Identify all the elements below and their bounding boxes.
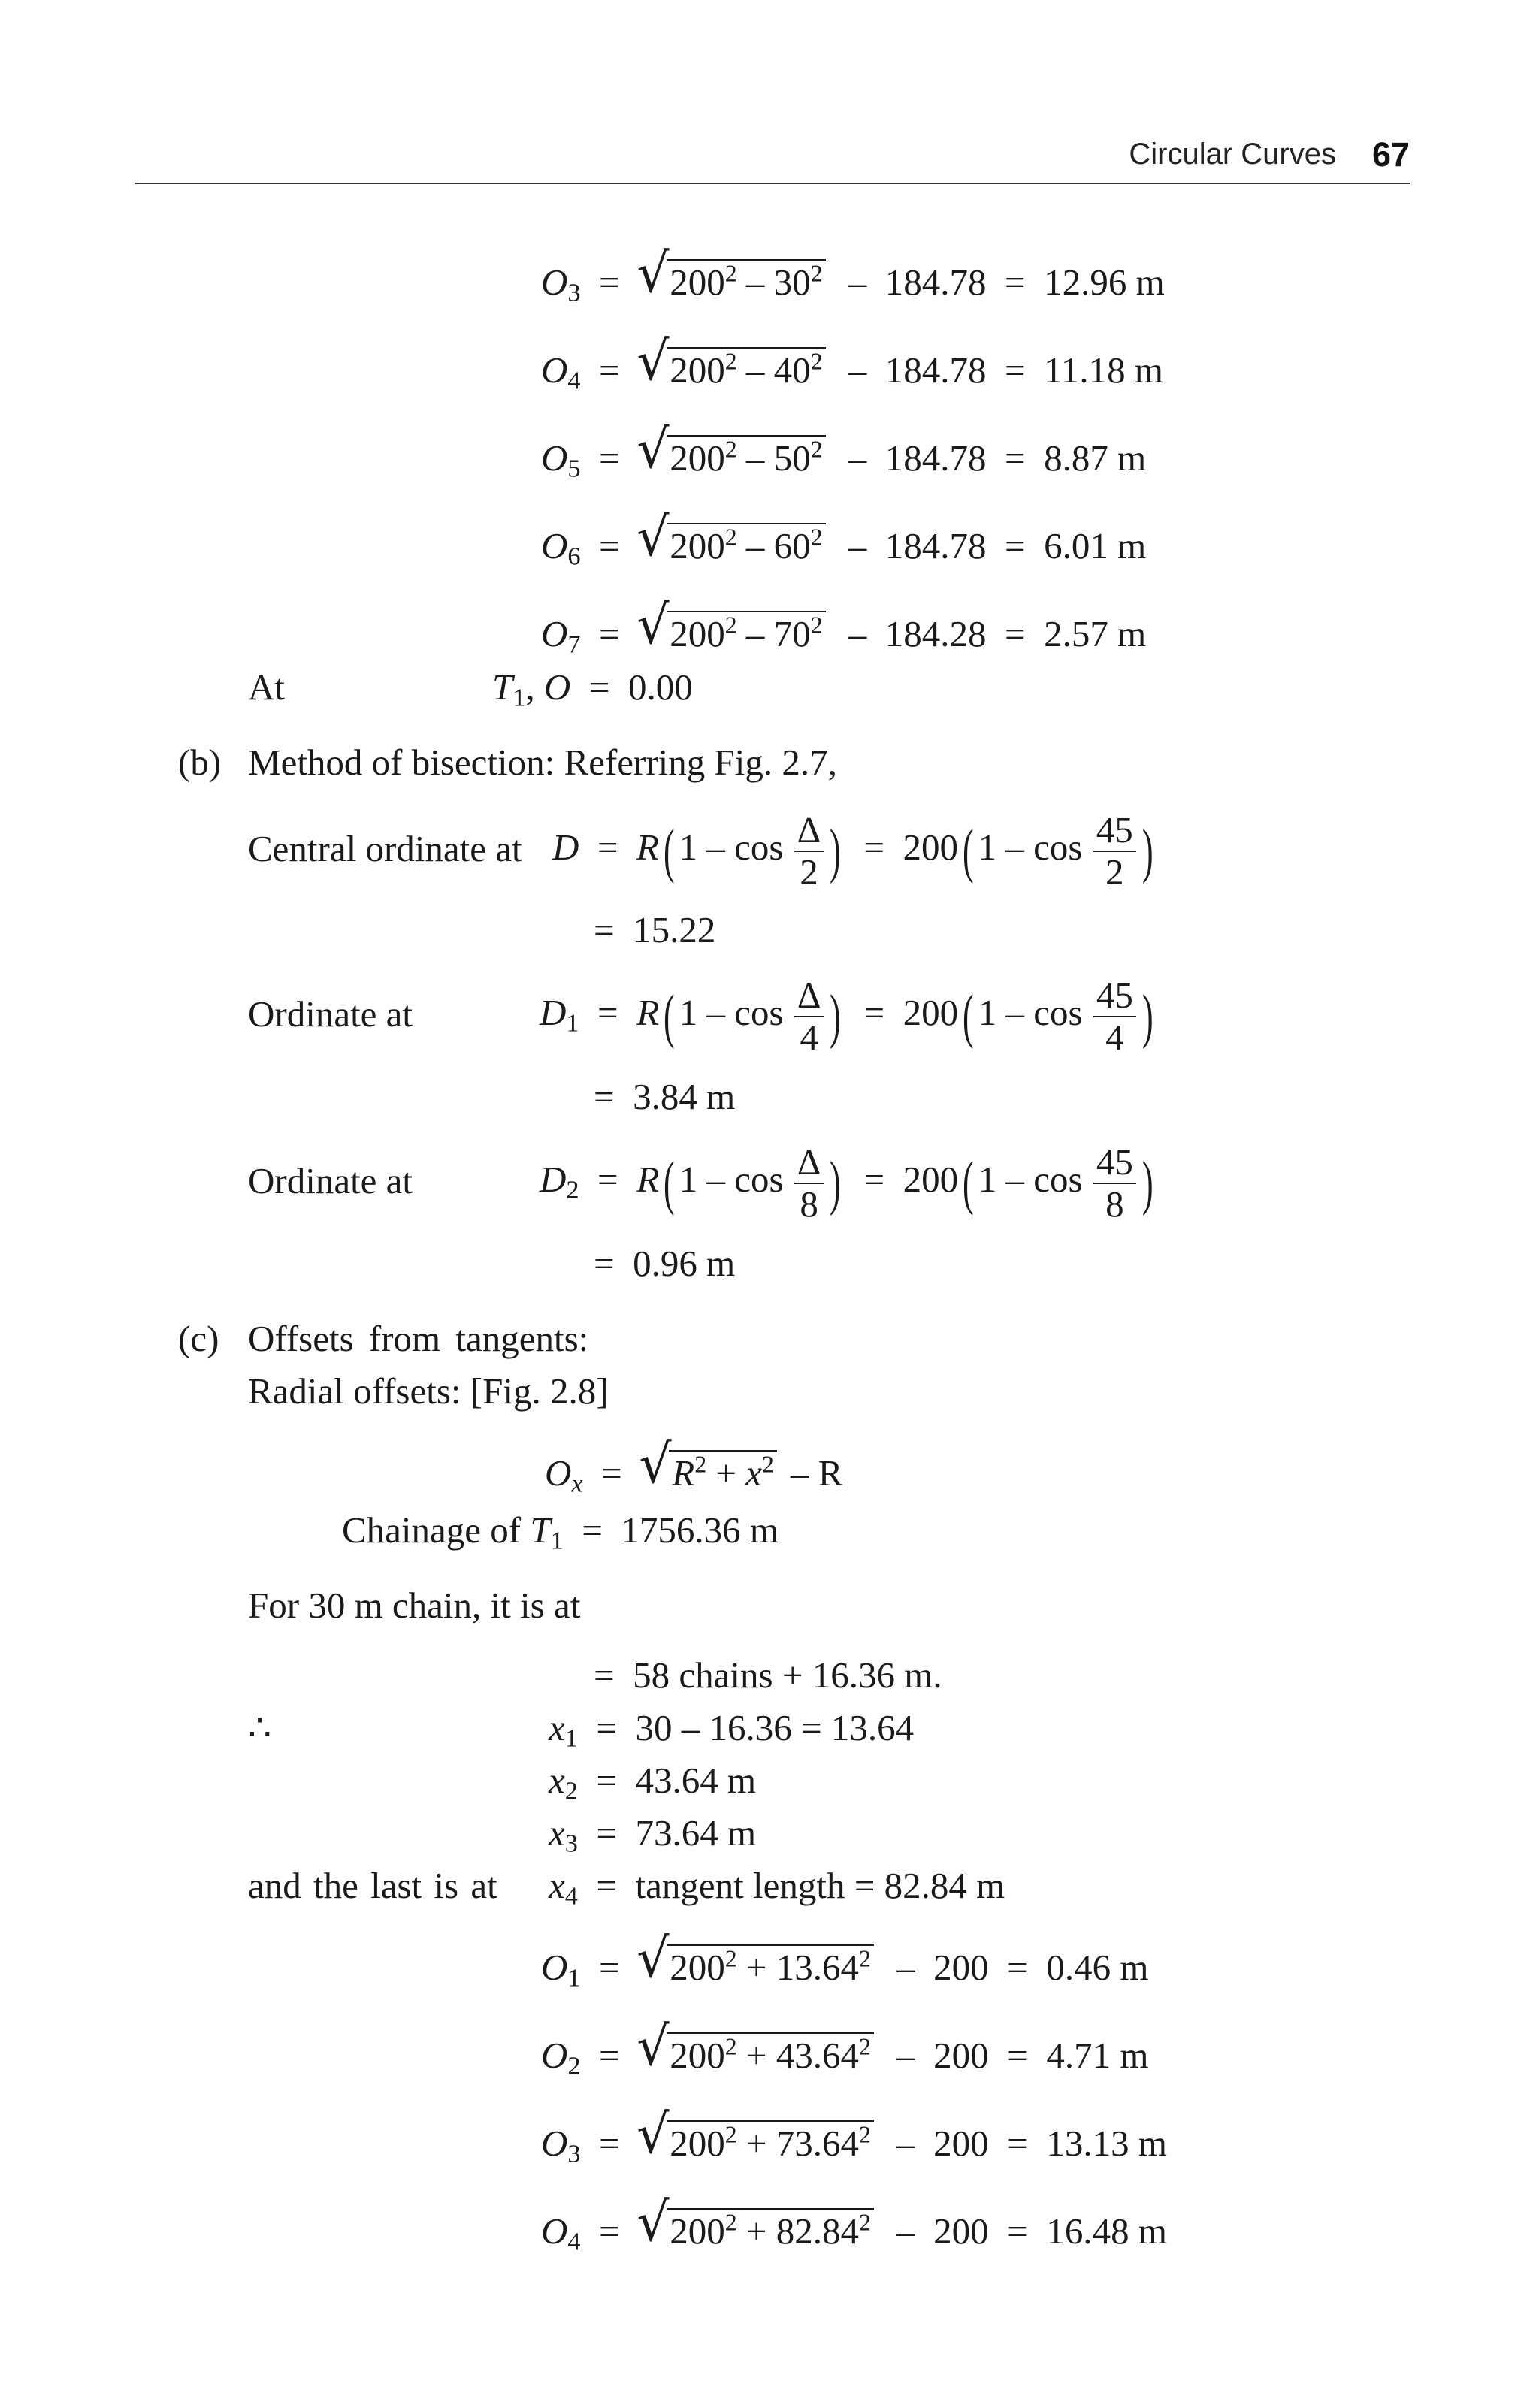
part-c-heading: Offsets from tangents: — [248, 1318, 589, 1359]
x4-equation: $x_4$ = tangent length = 82.84 m — [549, 1865, 1005, 1911]
central-ordinate-result: = 15.22 — [594, 909, 716, 950]
last-label: and the last is at — [248, 1865, 497, 1906]
offset-row: $O_3$ = √ $200^2 + 73.64^2 - 200 = 13.13$ m — [541, 2120, 1167, 2162]
ordinate-2-result: = 0.96 m — [594, 1243, 736, 1284]
ordinate-2-equation: $D_2 = R$( 1 – cos $\frac{\Delta}{8}$ ) = 200( 1 – cos $\frac{45}{8}$ ) — [540, 1141, 1153, 1225]
header-rule — [135, 183, 1410, 184]
at-label: At — [248, 666, 285, 708]
ordinate-row: $O_7$ = √ $200^2 - 70^2 - 184.28 = 2.57$ m — [541, 611, 1146, 652]
part-b-label: (b) — [178, 742, 222, 783]
chain-description: For 30 m chain, it is at — [248, 1585, 581, 1626]
ordinate-row: $O_6$ = √ $200^2 - 60^2 - 184.78 = 6.01$ m — [541, 523, 1146, 564]
part-c-subheading: Radial offsets: [Fig. 2.8] — [248, 1370, 609, 1412]
page-number: 67 — [1371, 135, 1410, 174]
central-ordinate-equation: D = R( 1 – cos $\frac{\Delta}{2}$ ) = 200( 1 – cos $\frac{45}{2}$ ) — [552, 809, 1153, 893]
ordinate-row: $O_5$ = √ $200^2 - 50^2 - 184.78 = 8.87$ m — [541, 435, 1146, 476]
x3-equation: $x_3 = 73.64$ m — [549, 1812, 757, 1858]
chains-equation: = 58 chains + 16.36 m. — [594, 1654, 942, 1696]
running-header-title: Circular Curves — [1129, 137, 1336, 171]
x2-equation: $x_2 = 43.64$ m — [549, 1760, 757, 1805]
ordinate-2-label: Ordinate at — [248, 1160, 413, 1201]
ordinate-1-label: Ordinate at — [248, 993, 413, 1035]
part-c-label: (c) — [178, 1318, 219, 1359]
ordinate-1-equation: $D_1 = R$( 1 – cos $\frac{\Delta}{4}$ ) = 200( 1 – cos $\frac{45}{4}$ ) — [540, 974, 1153, 1058]
chainage-equation: Chainage of $T_1 = 1756.36$ m — [342, 1509, 779, 1555]
offset-row: $O_4$ = √ $200^2 + 82.84^2 - 200 = 16.48$ m — [541, 2208, 1167, 2249]
ordinate-row: $O_3$ = √ $200^2 - 30^2 - 184.78 = 12.96$ m — [541, 259, 1165, 301]
x1-equation: $x_1 = 30 - 16.36 = 13.64$ — [549, 1707, 915, 1753]
therefore-symbol: ∴ — [248, 1707, 272, 1748]
radial-offset-formula: $O_x$ = √ $R^2 + x^2 - R$ — [545, 1450, 842, 1491]
offset-row: $O_2$ = √ $200^2 + 43.64^2 - 200 = 4.71$ m — [541, 2032, 1148, 2074]
ordinate-1-result: = 3.84 m — [594, 1076, 736, 1117]
ordinate-row: $O_4$ = √ $200^2 - 40^2 - 184.78 = 11.18$ m — [541, 347, 1163, 388]
central-ordinate-label: Central ordinate at — [248, 828, 522, 869]
at-T1-equation: $T_1$, O = 0.00 — [492, 666, 693, 712]
part-b-heading: Method of bisection: Referring Fig. 2.7, — [248, 742, 837, 783]
offset-row: $O_1$ = √ $200^2 + 13.64^2 - 200 = 0.46$ m — [541, 1944, 1148, 1986]
